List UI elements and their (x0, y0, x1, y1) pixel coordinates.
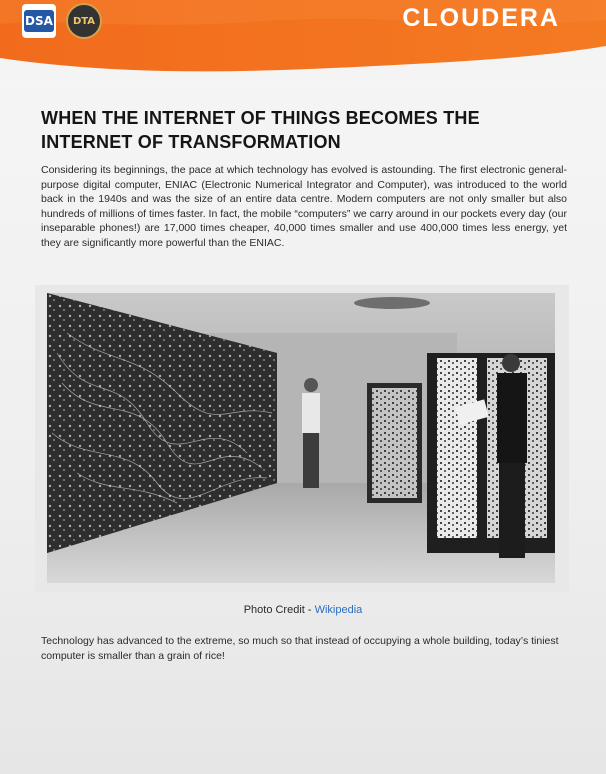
article-paragraph-1: Considering its beginnings, the pace at which technology has evolved is astounding. The first electronic general-purpose digital computer, ENIAC (Electronic Numerical Integrator and Computer), was introduced to the world back in the 1940s and was the size of an entire data centre. Modern computers are not only smaller but also hundreds of millions of times faster. In fact, the mobile “computers” we carry around in our pockets every day (our inseparable phones!) are 17,000 times cheaper, 40,000 times smaller and use 400,000 times less energy, yet they are significantly more powerful than the ENIAC. (41, 164, 567, 249)
header-banner (0, 0, 606, 80)
article-paragraph-2: Technology has advanced to the extreme, so much so that instead of occupying a whole building, today’s tiniest computer is smaller than a grain of rice! (41, 635, 559, 662)
article-title: WHEN THE INTERNET OF THINGS BECOMES THE INTERNET OF TRANSFORMATION (41, 108, 480, 152)
dta-logo[interactable] (66, 3, 102, 39)
wikipedia-link[interactable]: Wikipedia (314, 604, 363, 616)
eniac-photo-illustration (47, 293, 555, 583)
dsa-logo-text: DSA (24, 10, 54, 32)
dta-logo-text: DTA (72, 15, 96, 27)
cloudera-logo[interactable]: CLOUDERA (402, 4, 560, 32)
dsa-logo[interactable] (22, 4, 56, 38)
eniac-photo (47, 293, 555, 583)
caption-prefix: Photo Credit - (243, 604, 315, 616)
photo-caption (0, 604, 606, 616)
